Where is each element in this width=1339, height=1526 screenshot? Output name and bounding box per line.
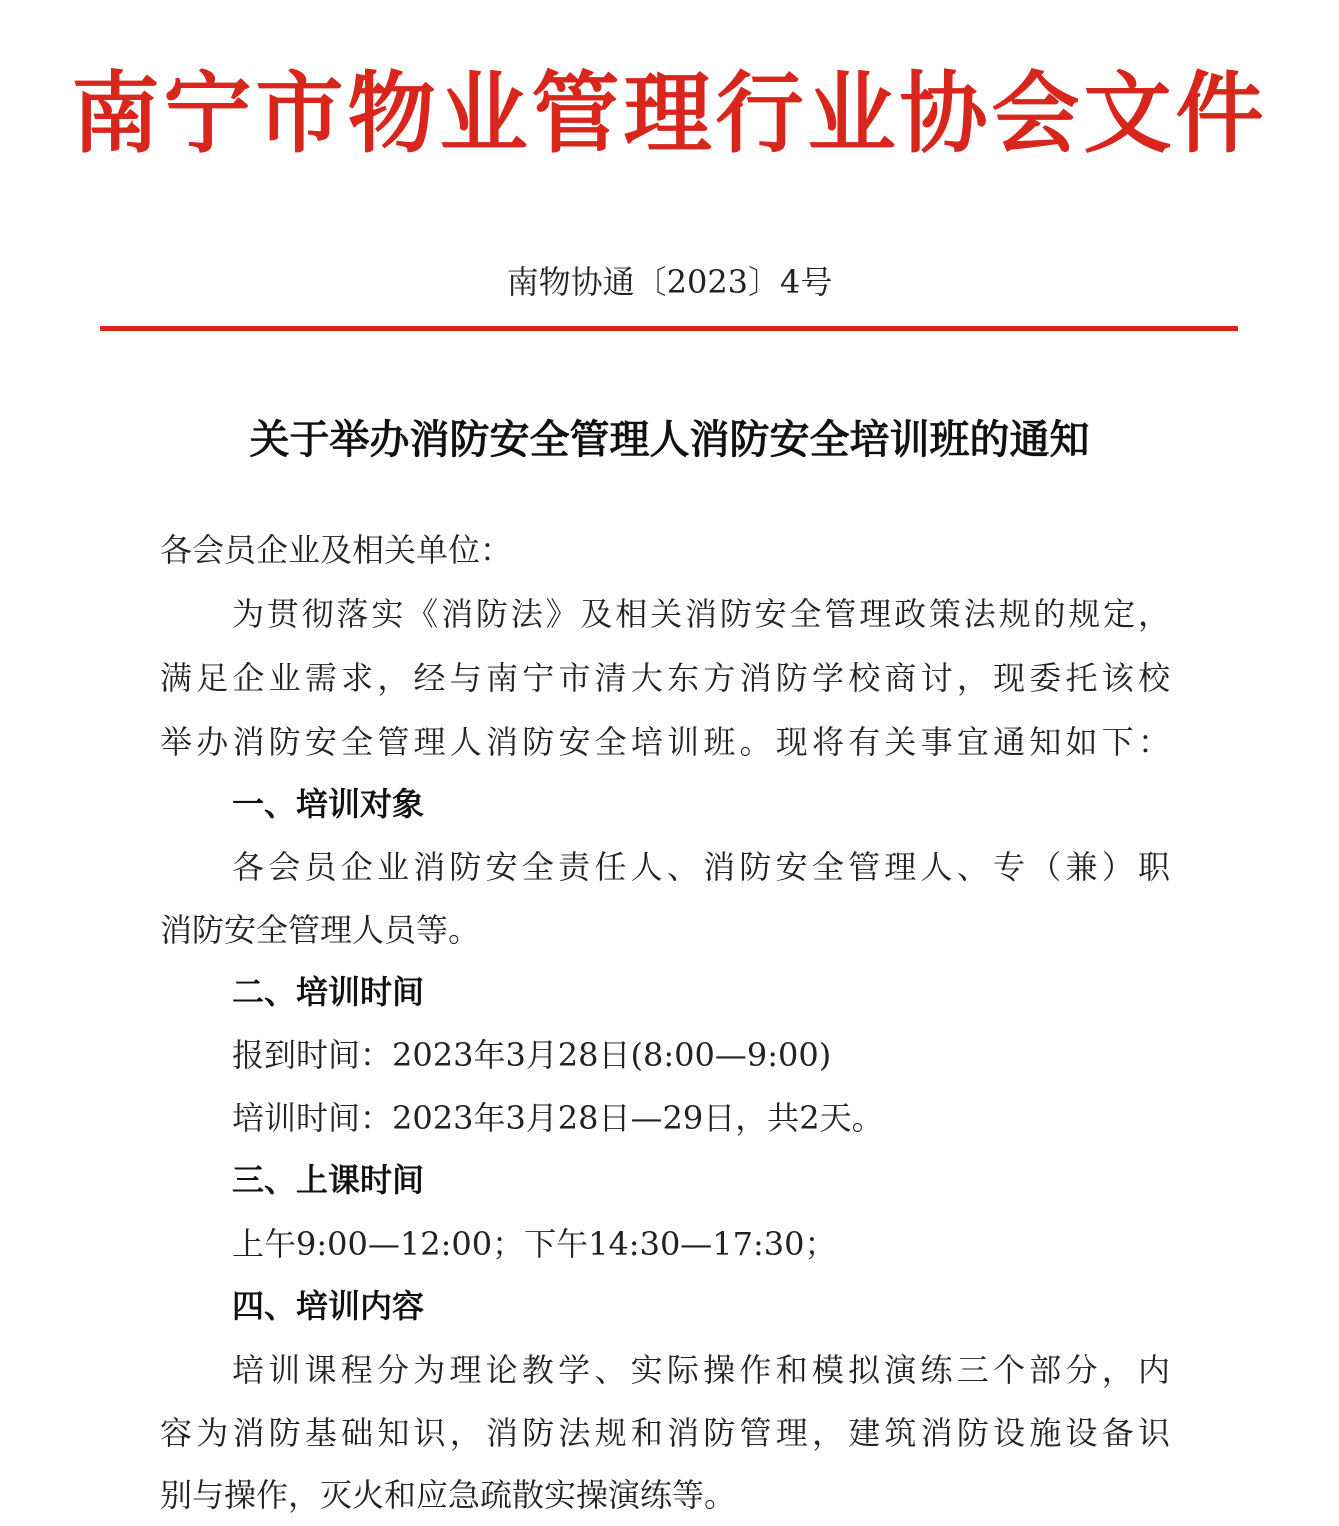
content-line-3: 别与操作，灭火和应急疏散实操演练等。	[160, 1476, 737, 1514]
section-heading-training-time: 二、培训时间	[232, 973, 425, 1011]
section-heading-class-hours: 三、上课时间	[232, 1161, 425, 1199]
notice-title: 关于举办消防安全管理人消防安全培训班的通知	[249, 417, 1090, 463]
class-hours: 上午9:00—12:00；下午14:30—17:30；	[232, 1225, 837, 1263]
org-document-header: 南宁市物业管理行业协会文件	[71, 61, 1268, 165]
intro-line-2: 满足企业需求，经与南宁市清大东方消防学校商讨，现委托该校	[160, 659, 1170, 697]
training-dates: 培训时间：2023年3月28日—29日，共2天。	[232, 1099, 884, 1137]
content-line-2: 容为消防基础知识，消防法规和消防管理，建筑消防设施设备识	[160, 1414, 1170, 1452]
intro-line-1: 为贯彻落实《消防法》及相关消防安全管理政策法规的规定，	[232, 595, 1170, 633]
check-in-time: 报到时间：2023年3月28日(8:00—9:00)	[232, 1036, 832, 1074]
section-heading-participants: 一、培训对象	[232, 785, 425, 823]
document-number: 南物协通〔2023〕4号	[506, 263, 833, 301]
participants-line-2: 消防安全管理人员等。	[160, 911, 481, 949]
intro-line-3: 举办消防安全管理人消防安全培训班。现将有关事宜通知如下：	[160, 723, 1170, 761]
participants-line-1: 各会员企业消防安全责任人、消防安全管理人、专（兼）职	[232, 848, 1170, 886]
section-heading-training-content: 四、培训内容	[232, 1287, 425, 1325]
content-line-1: 培训课程分为理论教学、实际操作和模拟演练三个部分，内	[232, 1351, 1170, 1389]
salutation: 各会员企业及相关单位：	[160, 531, 513, 569]
